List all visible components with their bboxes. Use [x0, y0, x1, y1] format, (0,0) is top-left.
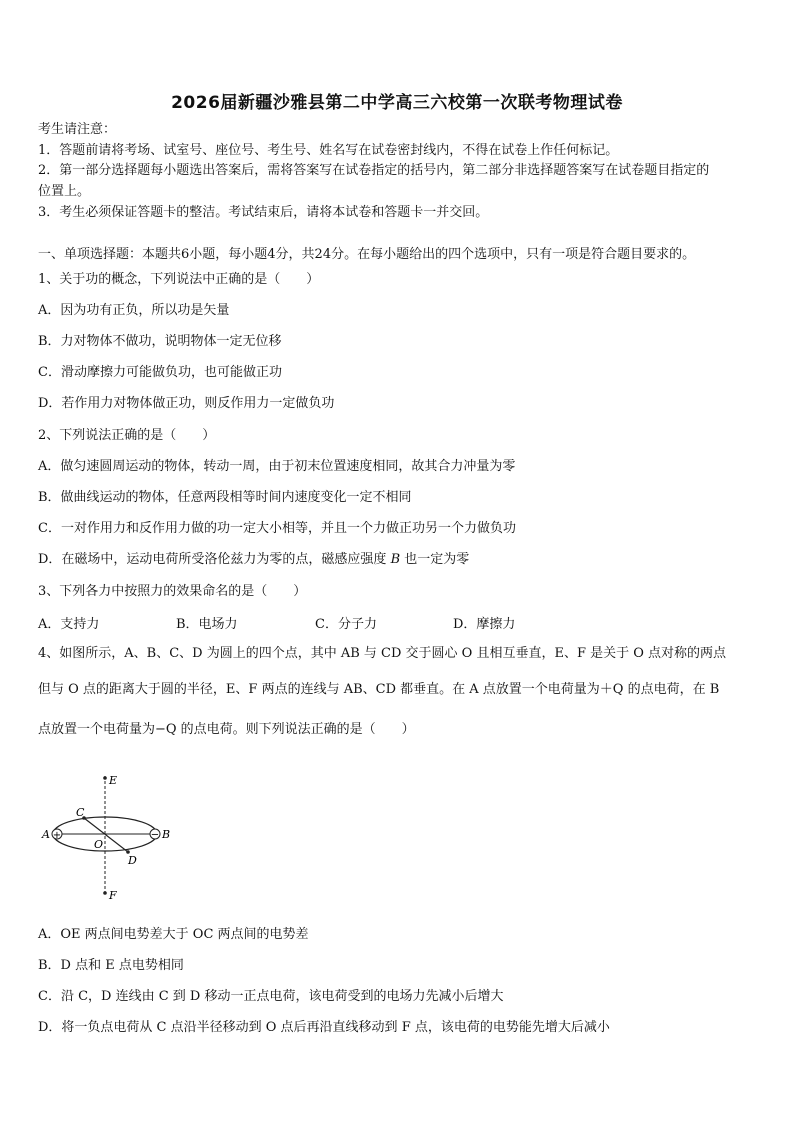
q4-option-a: A．OE 两点间电势差大于 OC 两点间的电势差 [38, 927, 309, 942]
q4-stem-line-3: 点放置一个电荷量为−Q 的点电荷。则下列说法正确的是（ ） [38, 722, 415, 737]
label-a: A [42, 828, 50, 841]
q3-options [38, 613, 738, 633]
q1-stem: 1、关于功的概念，下列说法中正确的是（ ） [38, 272, 320, 287]
notice-item-3: 3．考生必须保证答题卡的整洁。考试结束后，请将本试卷和答题卡一并交回。 [38, 205, 489, 220]
plus-sign: + [52, 830, 62, 841]
notice-item-1: 1．答题前请将考场、试室号、座位号、考生号、姓名写在试卷密封线内，不得在试卷上作任何标记。 [38, 143, 619, 158]
minus-sign: − [150, 829, 160, 841]
q1-option-d: D．若作用力对物体做正功，则反作用力一定做负功 [38, 396, 335, 411]
q3-option-a: A．支持力 [38, 617, 100, 632]
q2-option-a: A．做匀速圆周运动的物体，转动一周，由于初末位置速度相同，故其合力冲量为零 [38, 459, 516, 474]
notice-item-2-cont: 位置上。 [38, 184, 91, 199]
point-f [103, 891, 107, 895]
label-e: E [109, 774, 118, 787]
q1-option-b: B．力对物体不做功，说明物体一定无位移 [38, 334, 282, 349]
label-o: O [94, 838, 104, 851]
q2-option-c: C．一对作用力和反作用力做的功一定大小相等，并且一个力做正功另一个力做负功 [38, 521, 516, 536]
q3-stem: 3、下列各力中按照力的效果命名的是（ ） [38, 584, 307, 599]
q4-stem-line-2: 但与 O 点的距离大于圆的半径，E、F 两点的连线与 AB、CD 都垂直。在 A 点放置一个电荷量为＋Q 的点电荷，在 B [38, 682, 720, 697]
notice-heading: 考生请注意： [38, 122, 117, 137]
q4-option-d: D．将一负点电荷从 C 点沿半径移动到 O 点后再沿直线移动到 F 点，该电荷的电势能先增大后减小 [38, 1020, 610, 1035]
label-c: C [76, 806, 85, 819]
q4-option-b: B．D 点和 E 点电势相同 [38, 958, 184, 973]
label-f: F [109, 889, 117, 902]
cd-diameter [84, 818, 128, 852]
notice-item-2: 2．第一部分选择题每小题选出答案后，需将答案写在试卷指定的括号内，第二部分非选择题答案写在试卷题目指定的 [38, 163, 710, 178]
label-b: B [162, 828, 171, 841]
q3-option-d: D．摩擦力 [453, 617, 516, 632]
point-e [103, 776, 107, 780]
q2-stem: 2、下列说法正确的是（ ） [38, 428, 216, 443]
q4-stem-line-1: 4、如图所示，A、B、C、D 为圆上的四个点，其中 AB 与 CD 交于圆心 O 且相互垂直，E、F 是关于 O 点对称的两点 [38, 646, 727, 661]
page-title: 2026届新疆沙雅县第二中学高三六校第一次联考物理试卷 [171, 93, 623, 113]
q4-option-c: C．沿 C，D 连线由 C 到 D 移动一正点电荷，该电荷受到的电场力先减小后增大 [38, 989, 504, 1004]
q1-option-c: C．滑动摩擦力可能做负功，也可能做正功 [38, 365, 282, 380]
section-heading: 一、单项选择题：本题共6小题，每小题4分，共24分。在每小题给出的四个选项中，只有一项是符合题目要求的。 [38, 247, 696, 262]
q3-option-c: C．分子力 [315, 617, 377, 632]
q1-option-a: A．因为功有正负，所以功是矢量 [38, 303, 230, 318]
label-d: D [128, 854, 137, 867]
q4-figure [36, 770, 186, 905]
q2-option-b: B．做曲线运动的物体，任意两段相等时间内速度变化一定不相同 [38, 490, 412, 505]
q3-option-b: B．电场力 [176, 617, 238, 632]
q2-option-d: D．在磁场中，运动电荷所受洛伦兹力为零的点，磁感应强度 B 也一定为零 [38, 552, 470, 567]
